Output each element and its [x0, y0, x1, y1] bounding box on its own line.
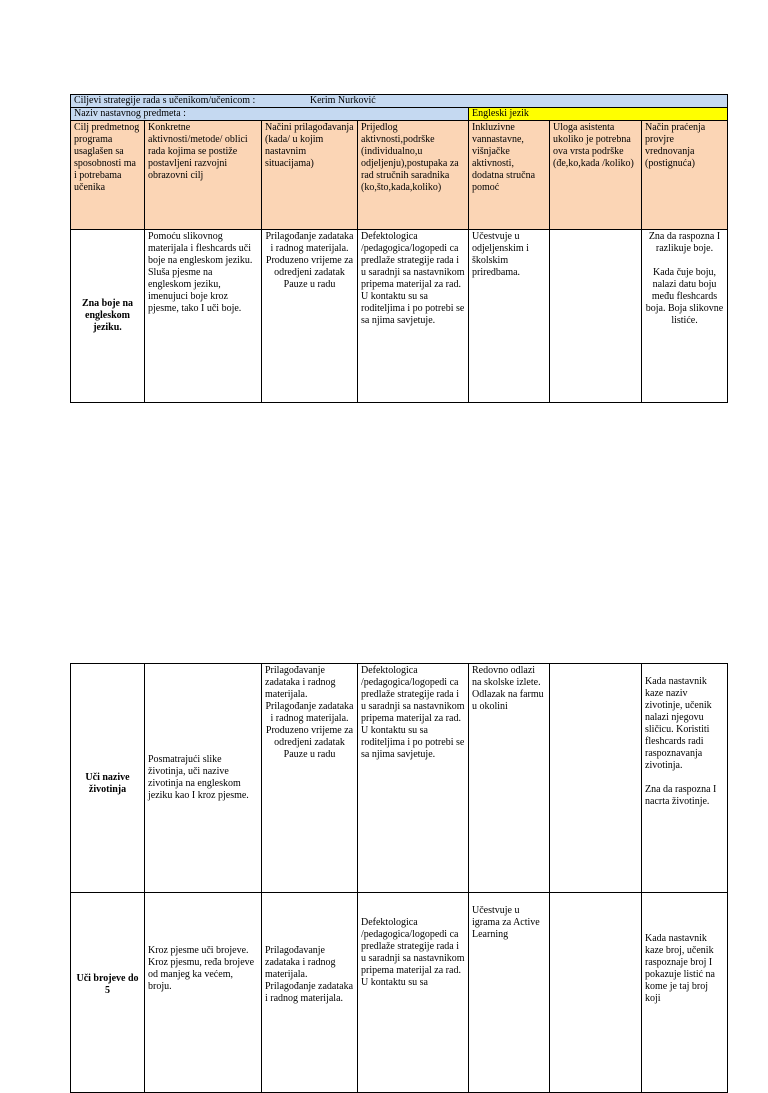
column-header-row [71, 121, 728, 230]
strategy-label: Ciljevi strategije rada s učenikom/učenicom : [74, 95, 256, 106]
activities-cell: Posmatrajući slike životinja, uči nazive zivotinja na engleskom jeziku kao I kroz pjesme. [145, 664, 262, 893]
assistant-cell [550, 893, 642, 1093]
column-header: Prijedlog aktivnosti,podrške (individualno,u odjeljenju),postupaka za rad stručnih saradnika (ko,što,kada,koliko) [358, 121, 469, 230]
goal-cell: Uči brojeve do 5 [71, 893, 145, 1093]
goal-cell: Zna boje na engleskom jeziku. [71, 230, 145, 403]
table-row [71, 893, 728, 1093]
extracurricular-cell: Redovno odlazi na skolske izlete. Odlazak na farmu u okolini [469, 664, 550, 893]
column-header: Uloga asistenta ukoliko je potrebna ova vrsta podrške (đe,ko,kada /koliko) [550, 121, 642, 230]
adaptation-text: Prilagođavanje zadataka i radnog materijala. [265, 665, 336, 700]
student-name: Kerim Nurković [309, 95, 376, 106]
support-cell: Defektologica /pedagogica/logopedi ca predlaže strategije rada i u saradnji sa nastavnikom pripema materijal za rad. U kontaktu su sa [358, 893, 469, 1093]
table-row [71, 230, 728, 403]
activities-text: Pomoću slikovnog materijala i fleshcards uči boje na engleskom jeziku. [148, 231, 253, 266]
assistant-cell [550, 230, 642, 403]
goal-cell: Uči nazive životinja [71, 664, 145, 893]
column-header: Inkluzivne vannastavne, višnjačke aktivnosti, dodatna stručna pomoć [469, 121, 550, 230]
adaptation-cell [262, 664, 358, 893]
monitoring-text: Kada nastavnik kaze naziv zivotinje, učenik nalazi njegovu sličicu. Koristiti fleshcards radi raspoznavanja zivotinja. [645, 676, 712, 771]
extracurricular-cell: Učestvuje u odjeljenskim i školskim priredbama. [469, 230, 550, 403]
strategy-header-row [71, 95, 728, 108]
column-header: Konkretne aktivnosti/metode/ oblici rada kojima se postiže postavljeni razvojni obrazovni cilj [145, 121, 262, 230]
column-header: Cilj predmetnog programa usaglašen sa sposobnosti ma i potrebama učenika [71, 121, 145, 230]
subject-value: Engleski jezik [469, 108, 728, 121]
table-row [71, 664, 728, 893]
support-cell: Defektologica /pedagogica/logopedi ca predlaže strategije rada i u saradnji sa nastavnikom pripema materijal za rad. U kontaktu su sa roditeljima i po potrebi se sa njima savjetuje. [358, 664, 469, 893]
assistant-cell [550, 664, 642, 893]
column-header: Način praćenja provjre vrednovanja (postignuća) [642, 121, 728, 230]
activities-text: Sluša pjesme na engleskom jeziku, imenujuci boje kroz pjesme, tako I uči boje. [148, 267, 242, 314]
extracurricular-cell: Učestvuje u igrama za Active Learning [469, 893, 550, 1093]
activities-cell [145, 230, 262, 403]
iep-table-1 [70, 94, 728, 403]
strategy-header-cell [71, 95, 728, 108]
monitoring-text: Kada čuje boju, nalazi datu boju među fleshcards boja. Boja slikovne listiće. [645, 267, 724, 326]
monitoring-cell [642, 664, 728, 893]
monitoring-cell: Kada nastavnik kaze broj, učenik raspoznaje broj I pokazuje listić na kome je taj broj koji [642, 893, 728, 1093]
monitoring-cell [642, 230, 728, 403]
adaptation-cell: Prilagođanje zadataka i radnog materijala. Produzeno vrijeme za odredjeni zadatak Pauze u radu [262, 230, 358, 403]
subject-row [71, 108, 728, 121]
adaptation-text: Prilagođanje zadataka i radnog materijala. Produzeno vrijeme za odredjeni zadatak Pauze u radu [265, 701, 354, 760]
activities-cell: Kroz pjesme uči brojeve. Kroz pjesmu, ređa brojeve od manjeg ka većem, broju. [145, 893, 262, 1093]
adaptation-cell: Prilagođavanje zadataka i radnog materijala. Prilagođanje zadataka i radnog materijala. [262, 893, 358, 1093]
subject-label: Naziv nastavnog predmeta : [71, 108, 469, 121]
column-header: Načini prilagođavanja (kada/ u kojim nastavnim situacijama) [262, 121, 358, 230]
monitoring-text: Zna da raspozna I nacrta životinje. [645, 784, 717, 807]
iep-table-2 [70, 663, 728, 1093]
support-cell: Defektologica /pedagogica/logopedi ca predlaže strategije rada i u saradnji sa nastavnikom pripema materijal za rad. U kontaktu su sa roditeljima i po potrebi se sa njima savjetuje. [358, 230, 469, 403]
monitoring-text: Zna da raspozna I razlikuje boje. [648, 231, 721, 254]
